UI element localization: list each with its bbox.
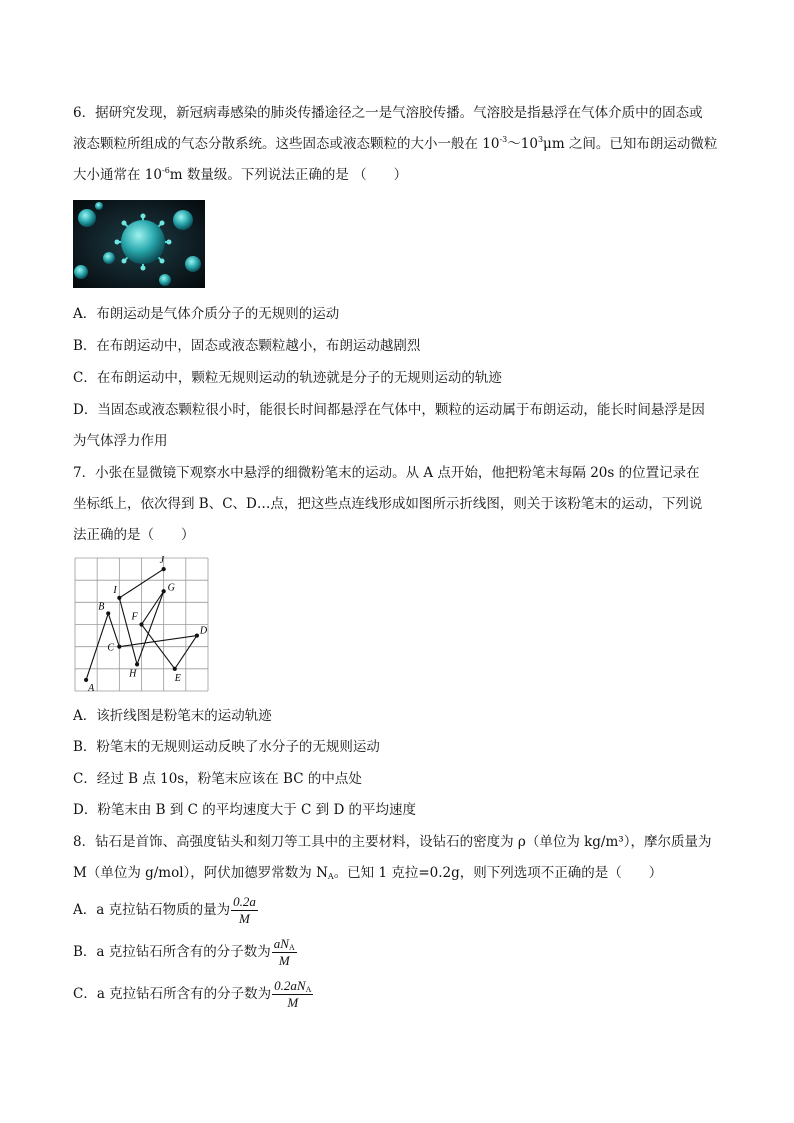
q6-option-d-line2: 为气体浮力作用 bbox=[73, 433, 168, 449]
point-label-e: E bbox=[174, 672, 181, 684]
point-f bbox=[139, 622, 143, 626]
fraction-b: $\frac{aN_A}{M}$ bbox=[273, 936, 295, 968]
q6-option-d-line1: D．当固态或液态颗粒很小时，能很长时间都悬浮在气体中，颗粒的运动属于布朗运动，能长时间悬浮是因 bbox=[73, 402, 705, 418]
fraction-c: $\frac{0.2aN_A}{M}$ bbox=[274, 978, 312, 1010]
point-label-c: C bbox=[107, 642, 115, 654]
q6-option-b: B．在布朗运动中，固态或液态颗粒越小，布朗运动越剧烈 bbox=[73, 338, 421, 354]
q7-stem-line3: 法正确的是（ ） bbox=[73, 527, 195, 543]
q8-option-c: C．a 克拉钻石所含有的分子数为 $\frac{0.2aN_A}{M}$ bbox=[73, 978, 312, 1010]
q7-option-a: A．该折线图是粉笔末的运动轨迹 bbox=[73, 708, 272, 724]
q6-option-c: C．在布朗运动中，颗粒无规则运动的轨迹就是分子的无规则运动的轨迹 bbox=[73, 370, 502, 386]
q7-stem-line1: 7．小张在显微镜下观察水中悬浮的细微粉笔末的运动。从 A 点开始，他把粉笔末每隔 20s 的位置记录在 bbox=[73, 465, 700, 481]
q7-option-c: C．经过 B 点 10s，粉笔末应该在 BC 的中点处 bbox=[73, 771, 362, 787]
point-i bbox=[117, 596, 121, 600]
q6-option-a: A．布朗运动是气体介质分子的无规则的运动 bbox=[73, 306, 340, 322]
point-label-g: G bbox=[167, 582, 175, 594]
q6-stem-line1: 6．据研究发现，新冠病毒感染的肺炎传播途径之一是气溶胶传播。气溶胶是指悬浮在气体介质中的固态或 bbox=[73, 105, 703, 121]
q7-stem-line2: 坐标纸上，依次得到 B、C、D…点，把这些点连线形成如图所示折线图，则关于该粉笔末的运动，下列说 bbox=[73, 496, 703, 512]
point-label-i: I bbox=[113, 584, 117, 596]
point-b bbox=[106, 611, 110, 615]
q7-option-b: B．粉笔末的无规则运动反映了水分子的无规则运动 bbox=[73, 739, 380, 755]
point-label-f: F bbox=[131, 611, 138, 623]
brownian-path-diagram bbox=[73, 556, 210, 693]
virus-photo bbox=[73, 200, 205, 288]
q8-option-b: B．a 克拉钻石所含有的分子数为 $\frac{aN_A}{M}$ bbox=[73, 936, 295, 968]
point-label-h: H bbox=[129, 668, 137, 680]
point-j bbox=[162, 567, 166, 571]
fraction-a: $\frac{0.2a}{M}$ bbox=[233, 894, 256, 926]
q8-stem-line2: M（单位为 g/mol），阿伏加德罗常数为 $N_A$。已知 1 克拉=0.2g，则下列选项不正确的是（ ） bbox=[73, 865, 663, 881]
q6-stem-line2: 液态颗粒所组成的气态分散系统。这些固态或液态颗粒的大小一般在 $10^{-3}\sim 10^3\mu m$ 之间。已知布朗运动微粒 bbox=[73, 135, 718, 152]
q8-option-a: A．a 克拉钻石物质的量为 $\frac{0.2a}{M}$ bbox=[73, 894, 256, 926]
point-label-d: D bbox=[199, 625, 208, 637]
point-label-j: J bbox=[159, 556, 165, 567]
point-d bbox=[195, 633, 199, 637]
q8-stem-line1: 8．钻石是首饰、高强度钻头和刻刀等工具中的主要材料，设钻石的密度为 ρ（单位为 kg/m³），摩尔质量为 bbox=[73, 834, 712, 850]
point-a bbox=[84, 678, 88, 682]
point-e bbox=[173, 667, 177, 671]
point-label-b: B bbox=[98, 601, 105, 613]
point-label-a: A bbox=[88, 682, 95, 693]
point-c bbox=[117, 645, 121, 649]
point-g bbox=[162, 589, 166, 593]
q6-stem-line3: 大小通常在 $10^{-6}m$ 数量级。下列说法正确的是 （ ） bbox=[73, 166, 408, 183]
point-h bbox=[135, 662, 139, 666]
q7-option-d: D．粉笔末由 B 到 C 的平均速度大于 C 到 D 的平均速度 bbox=[73, 802, 417, 818]
